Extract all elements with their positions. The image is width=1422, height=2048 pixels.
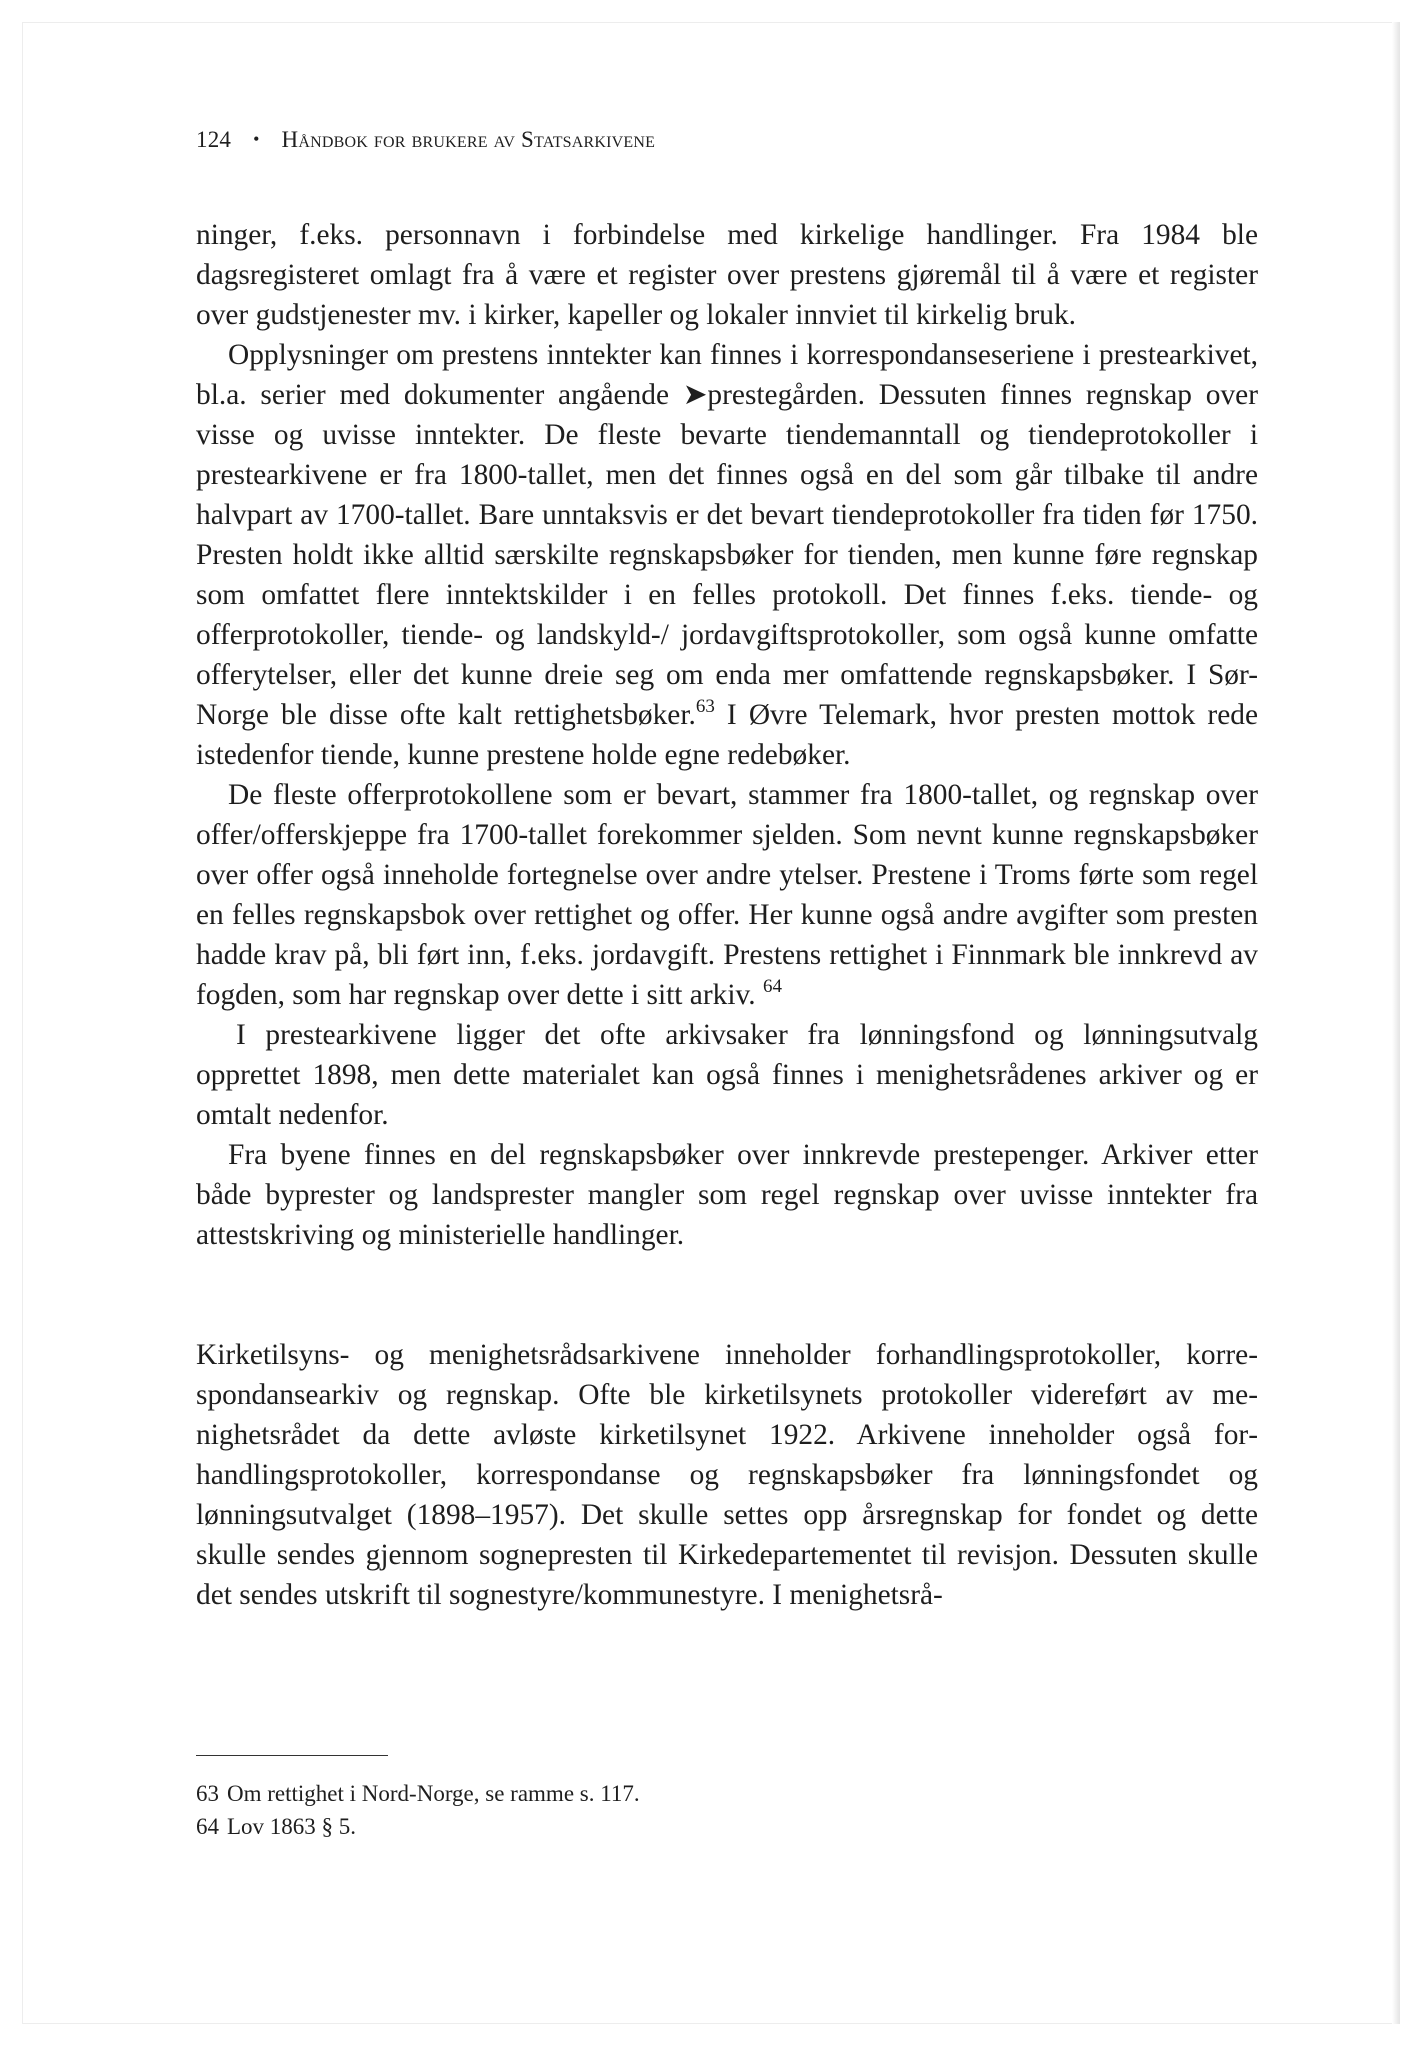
page-edge-shadow [1392,22,1400,2024]
paragraph-offer [196,775,1258,1015]
paragraph-salary-fund: I prestearkivene ligger det ofte arkivsaker fra lønningsfond og lønningsutvalg opprettet 1898, men dette materialet kan også finnes i menighetsrådenes arkiver og er omtalt nedenfor. [196,1019,1258,1131]
footnote-text: Om rettighet i Nord-Norge, se ramme s. 117. [227,1781,640,1806]
paragraph-income-text: Opplysninger om prestens inntekter kan finnes i korrespondanseseriene i prestearkivet, bl.a. serier med dokumenter angående ➤prestegården. Dessuten finnes regnskap over visse og uvisse inntekter. De fleste bevarte tiendemanntall og tiendeprotokoller i prestearkivene er fra 1800-tallet, men det finnes også en del som går tilbake til andre halvpart av 1700-tallet. Bare unntaksvis er det bevart tiendeprotokoller fra tiden før 1750. Presten holdt ikke alltid særskilte regnskapsbøker for tienden, men kunne føre regnskap som omfattet flere inntektskilder i en felles protokoll. Det finnes f.eks. tiende- og offerprotokoller, tiende- og landskyld-/ jordavgiftsprotokoller, som også kunne omfatte offerytelser, eller det kunne dreie seg om enda mer omfattende regnskapsbøker. I Sør-Norge ble disse ofte kalt rettighetsbøker. [196,339,1258,731]
book-title: Håndbok for brukere av Statsarkivene [281,127,656,152]
footnote-ref-64[interactable]: 64 [763,976,782,997]
paragraph-church-councils: Kirketilsyns- og menighetsrådsarkivene inneholder forhandlingsprotokoller, korrespondansearkiv og regnskap. Ofte ble kirketilsynets protokoller videreført av menighetsrådet da dette avløste kirketilsynet 1922. Arkivene inneholder også forhandlingsprotokoller, korrespondanse og regnskapsbøker fra lønningsfondet og lønningsutvalget (1898–1957). Det skulle settes opp årsregnskap for fondet og dette skulle sendes gjennom sognepresten til Kirkedepartementet til revisjon. Dessuten skulle det sendes utskrift til sognestyre/kommunestyre. I menighetsrå- [196,1339,1258,1611]
paragraph-offer-text: De fleste offerprotokollene som er bevart, stammer fra 1800-tallet, og regnskap over offer/offerskjeppe fra 1700-tallet forekommer sjelden. Som nevnt kunne regnskapsbøker over offer også inneholde fortegnelse over andre ytelser. Prestene i Troms førte som regel en felles regnskapsbok over rettighet og offer. Her kunne også andre avgifter som presten hadde krav på, bli ført inn, f.eks. jordavgift. Prestens rettighet i Finnmark ble innkrevd av fogden, som har regnskap over dette i sitt arkiv. [196,779,1258,1011]
footnotes [196,1777,1096,1843]
footnote-64 [196,1810,1096,1843]
footnote-divider [196,1755,388,1756]
paragraph-income-cont: I Øvre Telemark, hvor presten mottok rede istedenfor tiende, kunne prestene holde egne redebøker. [196,699,1258,771]
page-number: 124 [196,127,232,152]
footnote-number: 64 [196,1814,219,1839]
header-bullet: • [253,129,260,149]
body-text [196,215,1258,1615]
footnote-number: 63 [196,1781,219,1806]
footnote-63 [196,1777,1096,1810]
paragraph-continuation: ninger, f.eks. personnavn i forbindelse med kirkelige handlinger. Fra 1984 ble dagsregisteret omlagt fra å være et register over prestens gjøremål til å være et register over gudstjenester mv. i kirker, kapeller og lokaler innviet til kirkelig bruk. [196,219,1258,331]
footnote-ref-63[interactable]: 63 [695,696,715,717]
paragraph-income [196,335,1258,775]
footnote-text: Lov 1863 § 5. [227,1814,357,1839]
running-head [196,124,655,155]
paragraph-city: Fra byene finnes en del regnskapsbøker over innkrevde prestepenger. Arkiver etter både byprester og landsprester mangler som regel regnskap over uvisse inntekter fra attestskriving og ministerielle handlinger. [196,1139,1258,1251]
